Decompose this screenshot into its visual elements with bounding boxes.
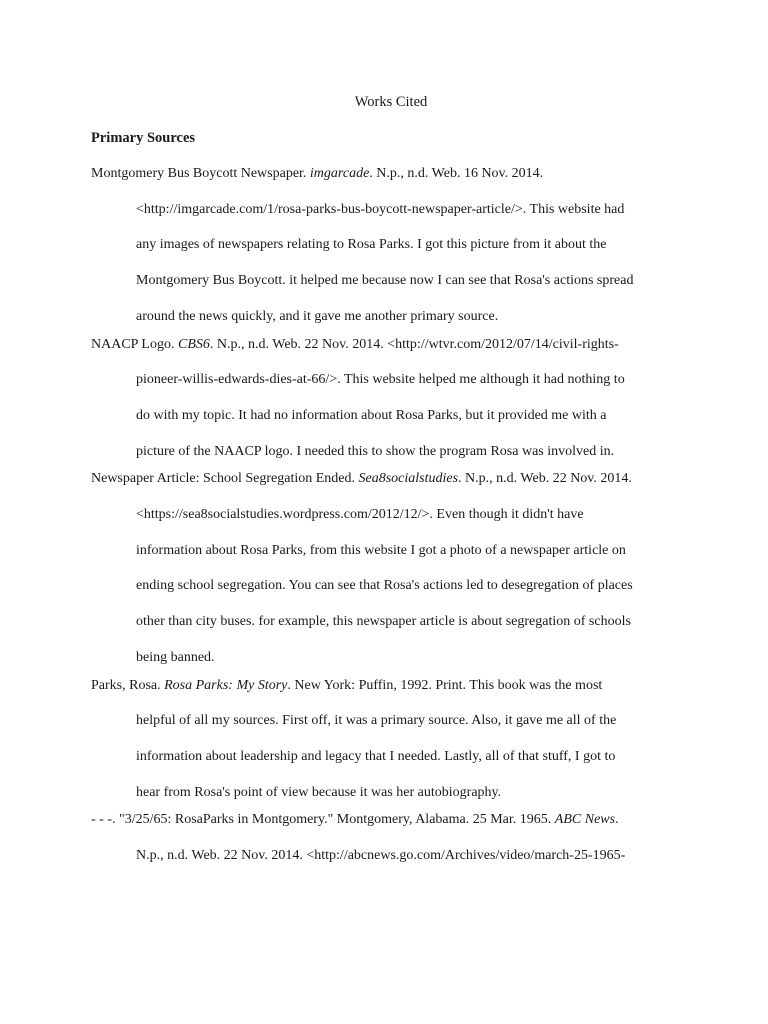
citation-text: <https://sea8socialstudies.wordpress.com/2012/12/>. Even though it didn't have <box>136 507 584 523</box>
citation-text: Parks, Rosa. <box>91 677 165 693</box>
citation-text: hear from Rosa's point of view because it was her autobiography. <box>136 784 502 800</box>
citation-line <box>136 533 691 569</box>
citation-text: information about leadership and legacy that I needed. Lastly, all of that stuff, I got to <box>136 748 616 764</box>
citation-source-title: Sea8socialstudies <box>358 471 459 487</box>
citation-line <box>136 703 691 739</box>
citation-entry <box>91 156 691 335</box>
citation-text: <http://imgarcade.com/1/rosa-parks-bus-boycott-newspaper-article/>. This website had <box>136 201 625 217</box>
citation-line <box>136 497 691 533</box>
citation-source-title: CBS6 <box>178 336 210 352</box>
citation-text: . N.p., n.d. Web. 16 Nov. 2014. <box>369 166 544 181</box>
citation-text: NAACP Logo. <box>91 336 178 352</box>
citation-text: N.p., n.d. Web. 22 Nov. 2014. <http://abcnews.go.com/Archives/video/march-25-1965- <box>136 848 626 864</box>
citation-text: Montgomery Bus Boycott. it helped me because now I can see that Rosa's actions spread <box>136 273 634 289</box>
citation-list <box>91 156 691 874</box>
section-heading-primary-sources: Primary Sources <box>91 130 196 146</box>
citation-entry <box>91 461 691 675</box>
citation-line <box>136 227 691 263</box>
citation-line <box>136 398 691 434</box>
works-cited-page <box>91 92 691 874</box>
citation-line <box>91 668 691 704</box>
citation-entry <box>91 802 691 873</box>
citation-text: picture of the NAACP logo. I needed this to show the program Rosa was involved in. <box>136 443 615 459</box>
citation-text: . N.p., n.d. Web. 22 Nov. 2014. <box>458 471 632 487</box>
citation-line <box>91 802 691 838</box>
citation-entry <box>91 327 691 470</box>
citation-text: Newspaper Article: School Segregation Ended. <box>91 471 359 487</box>
page-title: Works Cited <box>354 94 428 110</box>
citation-text: helpful of all my sources. First off, it was a primary source. Also, it gave me all of the <box>136 713 617 729</box>
citation-entry <box>91 668 691 811</box>
citation-text: any images of newspapers relating to Rosa Parks. I got this picture from it about the <box>136 237 607 253</box>
citation-text: do with my topic. It had no information about Rosa Parks, but it provided me with a <box>136 407 607 423</box>
citation-text: ending school segregation. You can see that Rosa's actions led to desegregation of places <box>136 578 633 594</box>
citation-source-title: ABC News <box>554 812 616 828</box>
citation-text: . <box>615 812 619 828</box>
citation-text: pioneer-willis-edwards-dies-at-66/>. This website helped me although it had nothing to <box>136 372 625 388</box>
citation-text: . N.p., n.d. Web. 22 Nov. 2014. <http://wtvr.com/2012/07/14/civil-rights- <box>209 336 619 352</box>
citation-text: information about Rosa Parks, from this website I got a photo of a newspaper article on <box>136 542 626 558</box>
citation-line <box>136 362 691 398</box>
citation-line <box>136 568 691 604</box>
citation-line <box>136 192 691 228</box>
citation-source-title: imgarcade <box>309 166 370 181</box>
citation-line <box>136 604 691 640</box>
citation-line <box>91 327 691 363</box>
citation-text: other than city buses. for example, this newspaper article is about segregation of schools <box>136 614 631 630</box>
citation-line <box>91 461 691 497</box>
citation-text: around the news quickly, and it gave me another primary source. <box>136 308 499 324</box>
citation-line <box>136 739 691 775</box>
citation-line <box>136 838 691 874</box>
citation-text: . New York: Puffin, 1992. Print. This book was the most <box>287 677 603 693</box>
citation-text: Montgomery Bus Boycott Newspaper. <box>91 166 310 181</box>
citation-line <box>91 156 691 192</box>
citation-source-title: Rosa Parks: My Story <box>164 677 288 693</box>
citation-line <box>136 263 691 299</box>
citation-text: being banned. <box>136 649 215 665</box>
citation-text: - - -. "3/25/65: RosaParks in Montgomery." Montgomery, Alabama. 25 Mar. 1965. <box>91 812 555 828</box>
